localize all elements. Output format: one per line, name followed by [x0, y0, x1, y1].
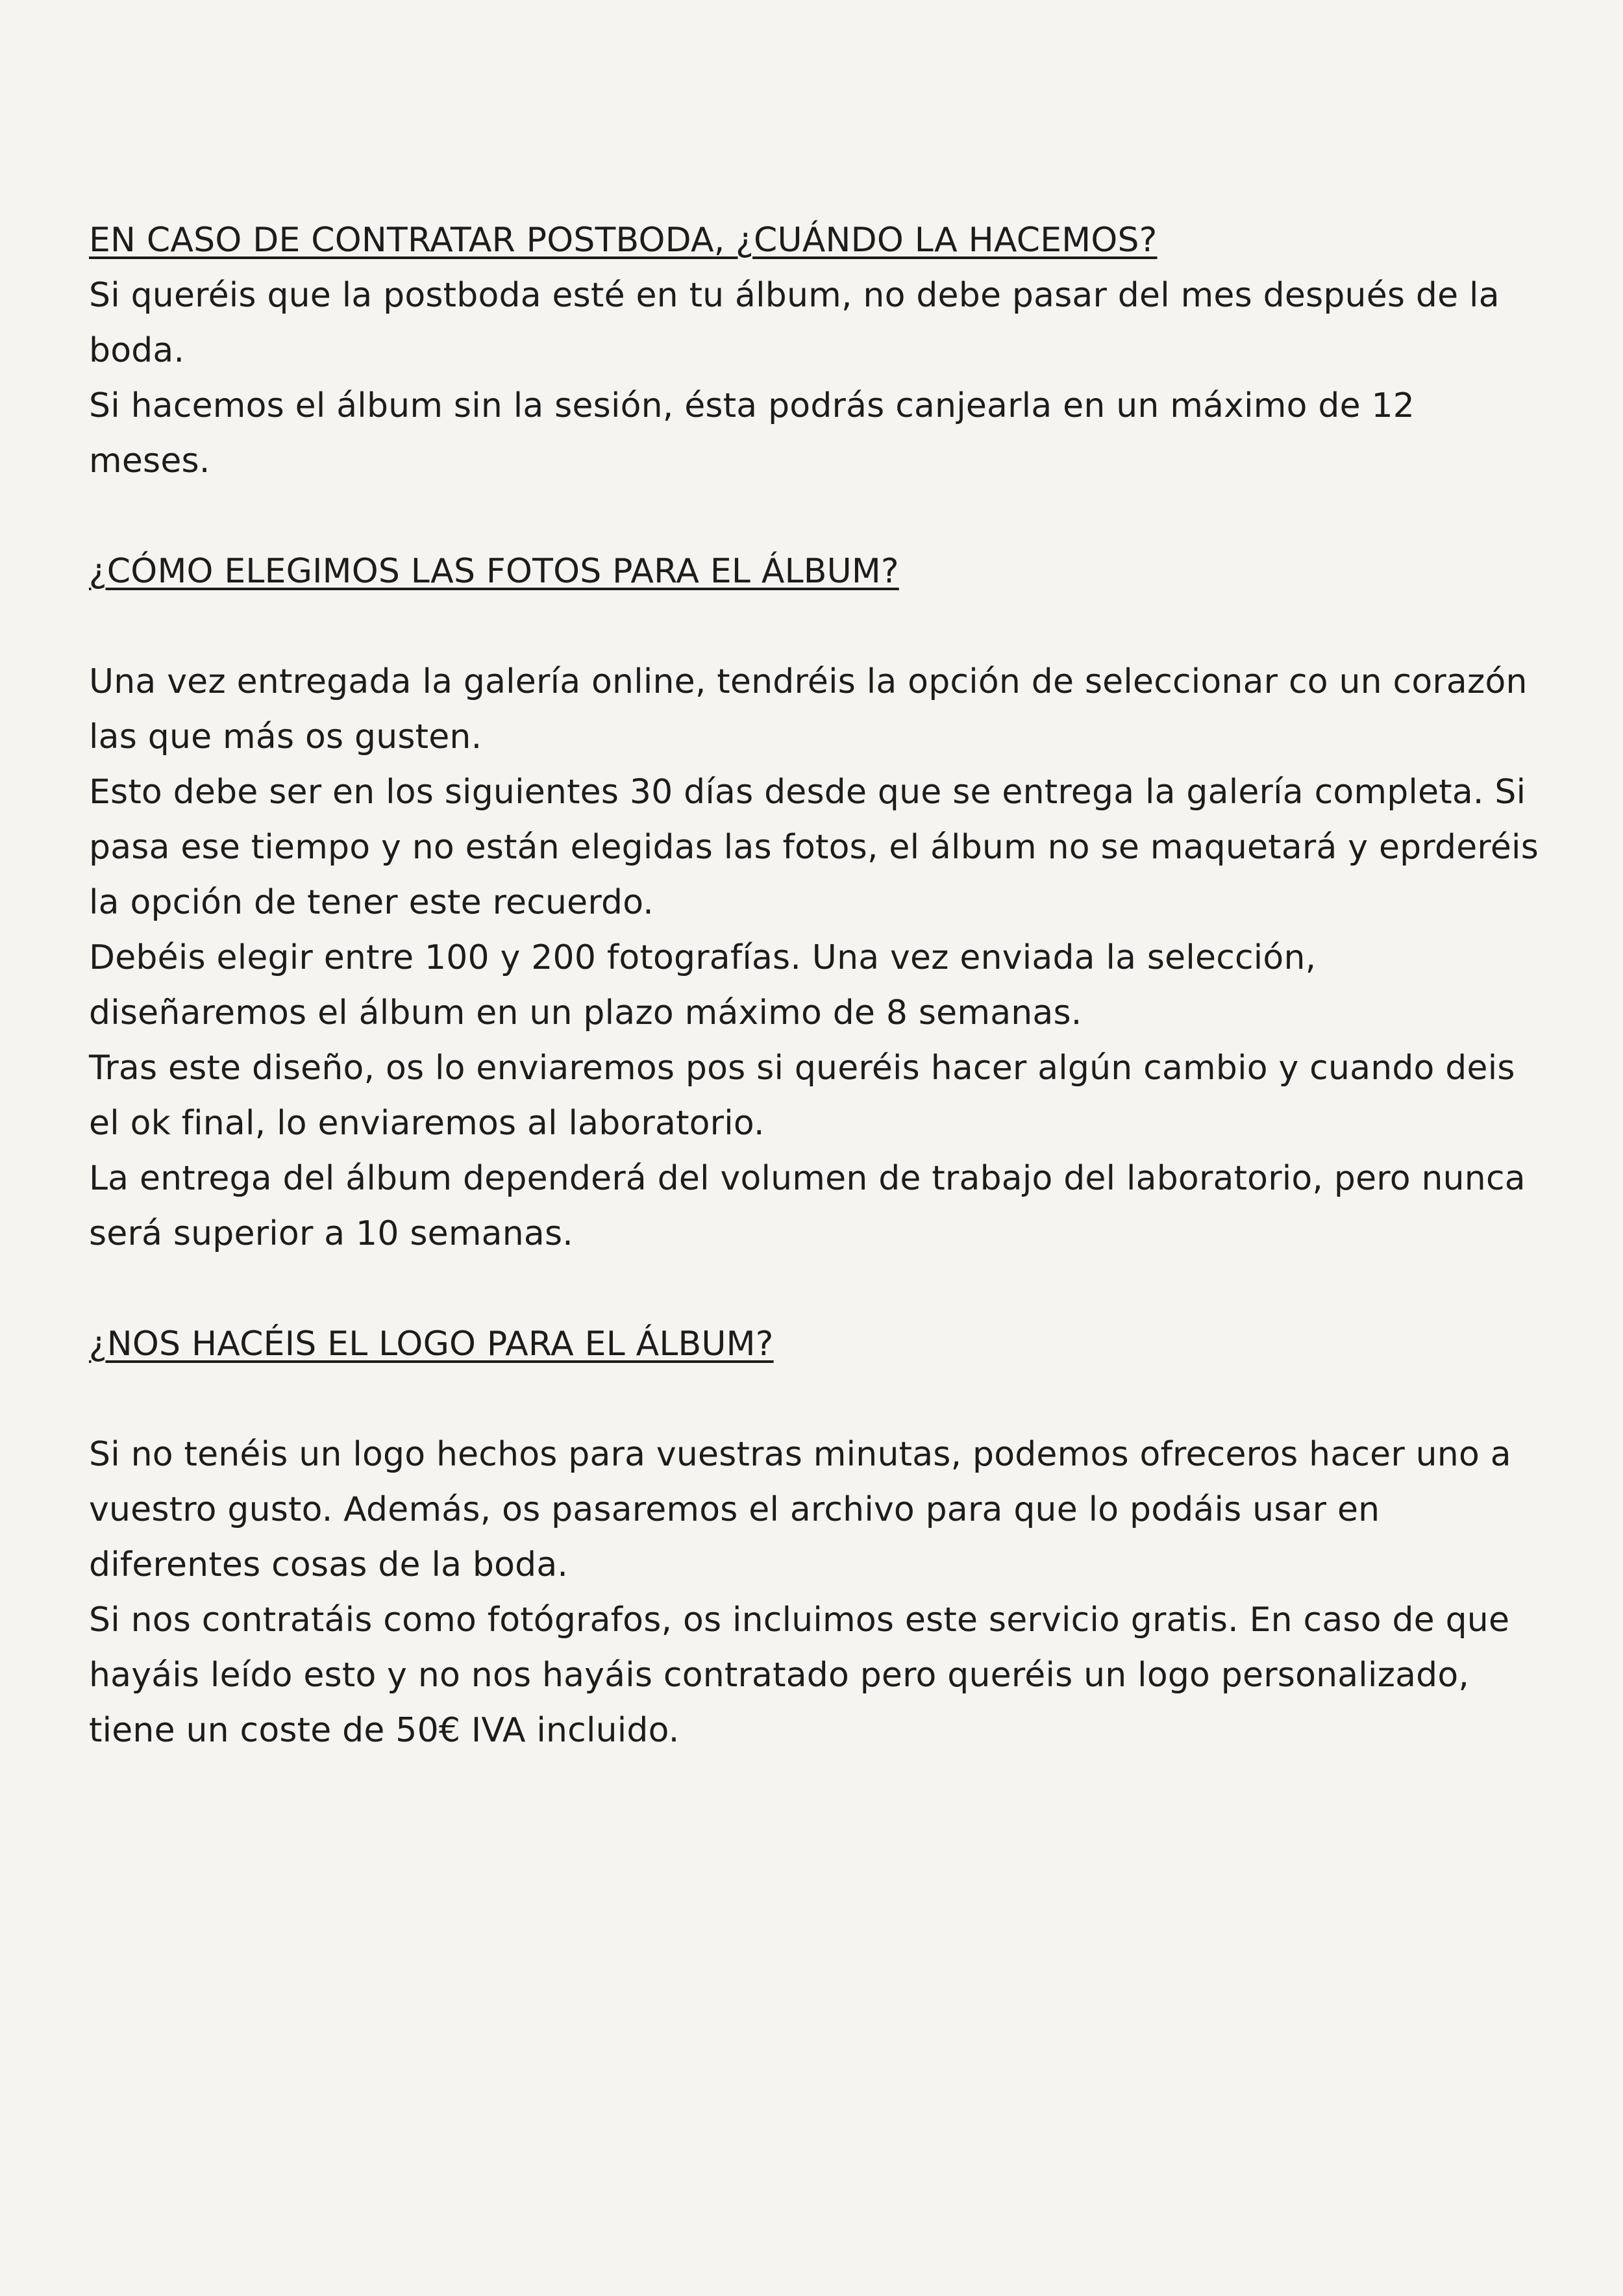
paragraph: Debéis elegir entre 100 y 200 fotografías. Una vez enviada la selección, diseñaremos el álbum en un plazo máximo de 8 semanas.	[89, 938, 1317, 1032]
paragraph: Tras este diseño, os lo enviaremos pos si queréis hacer algún cambio y cuando deis el ok final, lo enviaremos al laboratorio.	[89, 1049, 1515, 1143]
section-spacer	[89, 489, 1543, 544]
paragraph: Esto debe ser en los siguientes 30 días desde que se entrega la galería completa. Si pasa ese tiempo y no están elegidas las fotos, el álbum no se maquetará y eprderéis la opción de tener este recuerdo.	[89, 773, 1539, 922]
section-heading-elegir-fotos: ¿CÓMO ELEGIMOS LAS FOTOS PARA EL ÁLBUM?	[89, 552, 899, 591]
paragraph: Si hacemos el álbum sin la sesión, ésta podrás canjearla en un máximo de 12 meses.	[89, 386, 1415, 480]
paragraph: Si no tenéis un logo hechos para vuestras minutas, podemos ofreceros hacer uno a vuestro gusto. Además, os pasaremos el archivo para que lo podáis usar en diferentes cosas de la boda.	[89, 1435, 1511, 1584]
section-heading-logo: ¿NOS HACÉIS EL LOGO PARA EL ÁLBUM?	[89, 1325, 774, 1364]
paragraph: Si queréis que la postboda esté en tu álbum, no debe pasar del mes después de la boda.	[89, 276, 1500, 370]
paragraph: Si nos contratáis como fotógrafos, os incluimos este servicio gratis. En caso de que hayáis leído esto y no nos hayáis contratado pero queréis un logo personalizado, tiene un coste de 50€ IVA incluido.	[89, 1601, 1510, 1750]
heading-spacer	[89, 1372, 1543, 1427]
section-heading-postboda: EN CASO DE CONTRATAR POSTBODA, ¿CUÁNDO LA HACEMOS?	[89, 221, 1158, 260]
document-content	[89, 213, 1543, 1758]
paragraph: La entrega del álbum dependerá del volumen de trabajo del laboratorio, pero nunca será superior a 10 semanas.	[89, 1159, 1526, 1253]
paragraph: Una vez entregada la galería online, tendréis la opción de seleccionar co un corazón las que más os gusten.	[89, 662, 1528, 756]
section-spacer	[89, 1262, 1543, 1317]
heading-spacer	[89, 599, 1543, 655]
